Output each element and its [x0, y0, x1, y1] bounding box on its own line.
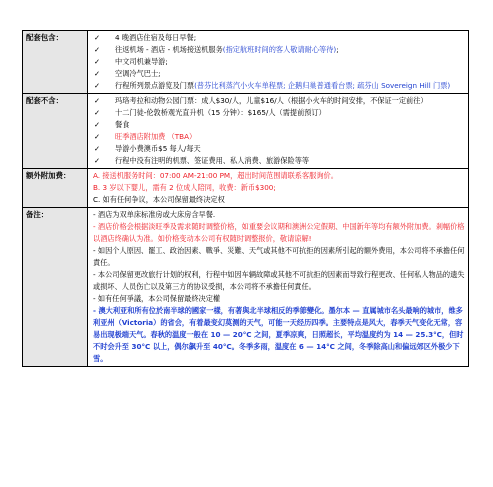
check-icon: ✓ — [94, 69, 101, 78]
list-item: - 如有任何爭議，本公司保留最終决定權 — [93, 294, 221, 303]
label-package-includes: 配套包含： — [23, 31, 88, 94]
list-item: ✓ 十二门徒-伦敦桥观光直升机（15 分钟）：$165/人（需提前预订） — [94, 108, 326, 117]
list-item: - 如因个人原因、罷工、政治因素、戰爭、災難、天气或其他不可抗拒的因素所引起的額外费用，本公司将不承擔任何責任。 — [93, 246, 465, 267]
list-item: - 澳大利亚和所有位於南半球的國家一樣，有著與北半球相反的季節變化。墨尔本 — 直属城市名头最响的城市，维多利亚州（Victoria）的省会，有着最变幻莫测的天气，可能一天经历四季。主要特点是风大，春季天气变化无常，容易出现极端天气。春秋的温度一般在 10 — 20°C 之间，夏季凉爽，日照超长，平均温度约为 14 — 25.3°C，但时不时会升至 30°C 以上，偶尔飙升至 40°C。冬季多雨，温度在 6 — 14°C 之间，冬季除高山和偏远郊区外极少下雪。 — [93, 306, 464, 363]
package-excludes-list — [88, 94, 469, 169]
extra-charges-list — [88, 169, 469, 208]
check-icon: ✓ — [94, 45, 101, 54]
list-item: ✓ 玛珞考拉和动物公园门票：成人$30/人，儿童$16/人（根据小火车的时间安排，不保证一定前往） — [94, 96, 428, 105]
label-remarks: 备注： — [23, 208, 88, 367]
package-details-table — [22, 30, 469, 367]
list-item: ✓ 空调冷气巴士; — [94, 69, 161, 78]
check-icon: ✓ — [94, 144, 101, 153]
itinerary-page — [22, 30, 469, 367]
label-package-excludes: 配套不含： — [23, 94, 88, 169]
check-icon: ✓ — [94, 156, 101, 165]
check-icon: ✓ — [94, 132, 101, 141]
row-package-includes — [23, 31, 469, 94]
list-item: - 本公司保留更改旅行计划的权利，行程中如因车辆故障或其他不可抗拒的因素而导致行程更改、任何私人物品的遗失或损坏、人员伤亡以及第三方的协议受损，本公司将不承擔任何責任。 — [93, 270, 465, 291]
row-extra-charges — [23, 169, 469, 208]
list-item: A. 接送机服务时间：07:00 AM-21:00 PM，超出时间范围请联系客服询价。 — [93, 171, 338, 180]
label-extra-charges: 额外附加费： — [23, 169, 88, 208]
row-package-excludes — [23, 94, 469, 169]
list-item: ✓ 4 晚酒店住宿及每日早餐; — [94, 33, 197, 42]
list-item: ✓ 往返机场 - 酒店 - 机场接送机服务(指定航班时间的客人敬请耐心等待); — [94, 45, 339, 54]
check-icon: ✓ — [94, 96, 101, 105]
list-item: C. 如有任何争议，本公司保留最终决定权 — [93, 195, 225, 204]
row-remarks — [23, 208, 469, 367]
check-icon: ✓ — [94, 57, 101, 66]
list-item: - 酒店价格会根据淡旺季及需求随时调整价格，如重要会议期和澳洲公定假期、中国新年等均有额外附加费。剎幅价格以酒店终确认为准。如价格变动本公司有权随时调整报价，敬请谅解! — [93, 222, 465, 243]
check-icon: ✓ — [94, 33, 101, 42]
package-includes-list — [88, 31, 469, 94]
list-item: ✓ 餐食 — [94, 120, 130, 129]
list-item: ✓ 行程中没有注明的机票、签证费用、私人消费、旅游保险等等 — [94, 156, 310, 165]
check-icon: ✓ — [94, 108, 101, 117]
remarks-list — [88, 208, 469, 367]
list-item: ✓ 中文司机兼导游; — [94, 57, 168, 66]
list-item: - 酒店为双单床标准房或大床房含早餐. — [93, 210, 216, 219]
list-item: B. 3 岁以下婴儿，需有 2 位成人陪同，收费：新币$300; — [93, 183, 276, 192]
list-item: ✓ 导游小费澳币$5 每人/每天 — [94, 144, 201, 153]
list-item: ✓ 行程所列景点游览及门票(普芬比利蒸汽小火车单程票; 企鹅归巢普通看台票; 疏芬山 Sovereign Hill 门票) — [94, 81, 451, 90]
list-item: ✓ 旺季酒店附加费 （TBA） — [94, 132, 197, 141]
check-icon: ✓ — [94, 120, 101, 129]
check-icon: ✓ — [94, 81, 101, 90]
